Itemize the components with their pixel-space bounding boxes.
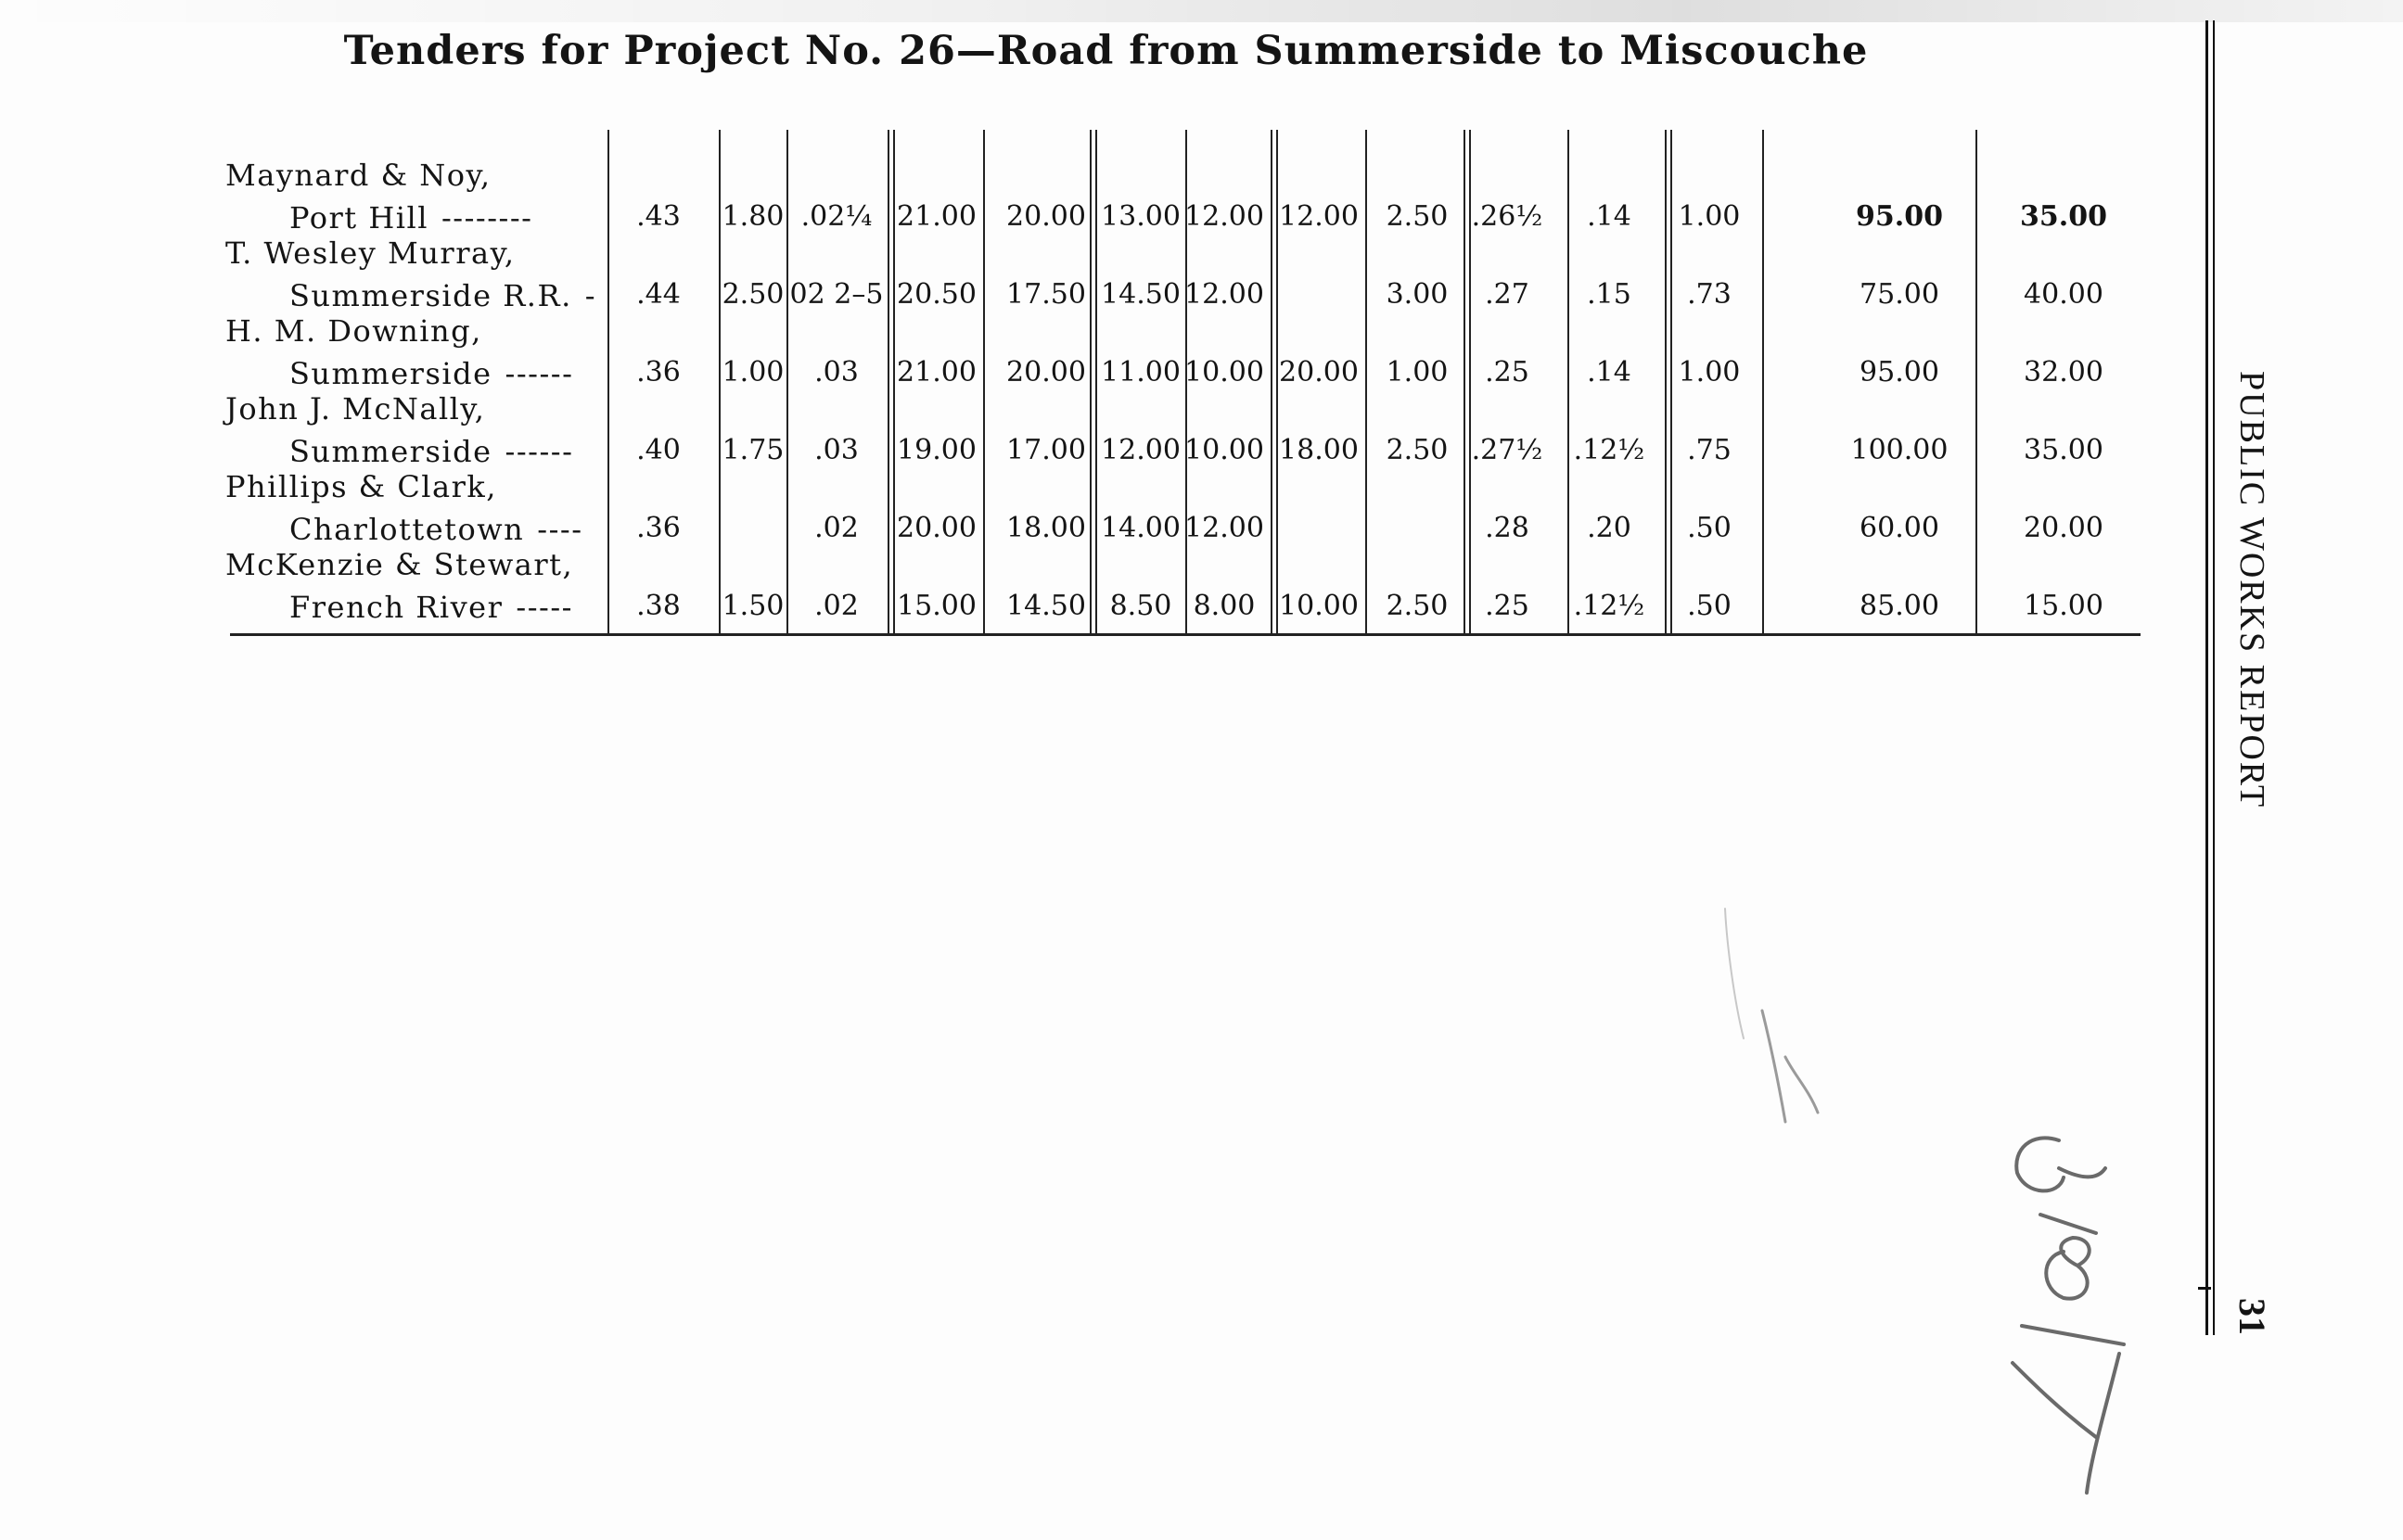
scan-shading — [0, 0, 2403, 22]
table-cell: 20.00 — [1279, 356, 1359, 388]
running-head: PUBLIC WORKS REPORT — [2232, 371, 2271, 809]
tenderer-name: T. Wesley Murray, — [225, 235, 516, 271]
table-cell: 20.00 — [897, 512, 977, 544]
table-cell: .03 — [814, 356, 859, 388]
table-cell: 15.00 — [2024, 590, 2103, 622]
table-cell: 15.00 — [897, 590, 977, 622]
table-cell: .20 — [1587, 512, 1631, 544]
tenderer-name: McKenzie & Stewart, — [225, 547, 574, 582]
place-text: Summerside — [289, 356, 492, 391]
table-cell: 18.00 — [1279, 434, 1359, 466]
tenderer-place — [289, 278, 596, 313]
table-cell: 3.00 — [1386, 278, 1449, 311]
table-cell: 1.00 — [1678, 356, 1741, 388]
table-cell: .36 — [636, 512, 681, 544]
tenderer-name: H. M. Downing, — [225, 313, 482, 349]
margin-rule-tick — [2198, 1287, 2211, 1290]
table-cell: 12.00 — [1279, 200, 1359, 233]
table-cell: 19.00 — [897, 434, 977, 466]
table-cell: 20.00 — [1006, 200, 1086, 233]
table-cell: .02 — [814, 590, 859, 622]
table-cell: 21.00 — [897, 200, 977, 233]
table-cell: 12.00 — [1184, 512, 1264, 544]
table-cell: 85.00 — [1860, 590, 1939, 622]
table-cell: .27 — [1485, 278, 1529, 311]
table-cell: .27½ — [1471, 434, 1543, 466]
margin-rule-outer — [2205, 20, 2208, 1335]
place-text: French River — [289, 590, 504, 625]
table-cell: .25 — [1485, 356, 1529, 388]
table-cell: 17.00 — [1006, 434, 1086, 466]
table-cell: .38 — [636, 590, 681, 622]
margin-rule-inner — [2213, 20, 2215, 1335]
table-cell: 1.00 — [1678, 200, 1741, 233]
table-cell: 95.00 — [1856, 200, 1943, 233]
tenderer-place — [289, 200, 532, 235]
table-cell: .15 — [1587, 278, 1631, 311]
table-cell: .02 — [814, 512, 859, 544]
page-number: 31 — [2231, 1298, 2273, 1335]
table-cell: 20.00 — [2024, 512, 2103, 544]
table-cell: .14 — [1587, 356, 1631, 388]
table-cell: 20.00 — [1006, 356, 1086, 388]
leader-dots: ----- — [516, 590, 573, 625]
table-cell: 1.50 — [722, 590, 785, 622]
table-cell: 40.00 — [2024, 278, 2103, 311]
table-cell: 1.75 — [722, 434, 785, 466]
table-cell: 02 2–5 — [789, 278, 884, 311]
table-cell: 17.50 — [1006, 278, 1086, 311]
table-cell: 10.00 — [1279, 590, 1359, 622]
table-cell: 14.50 — [1006, 590, 1086, 622]
table-cell: 8.50 — [1109, 590, 1172, 622]
tenderer-name: Maynard & Noy, — [225, 158, 492, 193]
table-cell: 12.00 — [1101, 434, 1181, 466]
table-cell: .12½ — [1573, 590, 1645, 622]
table-cell: 8.00 — [1193, 590, 1256, 622]
table-cell: .26½ — [1471, 200, 1543, 233]
place-text: Summerside R.R. — [289, 278, 572, 313]
table-cell: 18.00 — [1006, 512, 1086, 544]
place-text: Port Hill — [289, 200, 428, 235]
table-cell: 20.50 — [897, 278, 977, 311]
table-title: Tenders for Project No. 26—Road from Summerside to Miscouche — [343, 28, 1869, 74]
tenderer-name: John J. McNally, — [225, 391, 486, 426]
table-cell: 1.80 — [722, 200, 785, 233]
table-cell: 2.50 — [1386, 434, 1449, 466]
handwritten-mark — [1706, 890, 2133, 1502]
tenderer-place — [289, 434, 573, 469]
tenderer-place — [289, 356, 573, 391]
table-cell: 12.00 — [1184, 278, 1264, 311]
table-cell: 35.00 — [2024, 434, 2103, 466]
table-cell: .12½ — [1573, 434, 1645, 466]
tenderer-place — [289, 590, 573, 625]
table-cell: 2.50 — [1386, 590, 1449, 622]
table-cell: 75.00 — [1860, 278, 1939, 311]
table-cell: 95.00 — [1860, 356, 1939, 388]
table-cell: .73 — [1687, 278, 1732, 311]
table-cell: .28 — [1485, 512, 1529, 544]
table-cell: .44 — [636, 278, 681, 311]
table-cell: .25 — [1485, 590, 1529, 622]
table-cell: .03 — [814, 434, 859, 466]
table-bottom-rule — [230, 633, 2141, 636]
table-cell: .50 — [1687, 512, 1732, 544]
table-cell: 1.00 — [1386, 356, 1449, 388]
table-cell: 14.50 — [1101, 278, 1181, 311]
table-cell: .02¼ — [800, 200, 873, 233]
table-cell: .40 — [636, 434, 681, 466]
table-cell: .50 — [1687, 590, 1732, 622]
table-cell: 1.00 — [722, 356, 785, 388]
table-cell: 14.00 — [1101, 512, 1181, 544]
leader-dots: -------- — [441, 200, 533, 235]
table-cell: 60.00 — [1860, 512, 1939, 544]
tenderer-name: Phillips & Clark, — [225, 469, 497, 504]
table-cell: 32.00 — [2024, 356, 2103, 388]
table-cell: 10.00 — [1184, 434, 1264, 466]
table-cell: 2.50 — [1386, 200, 1449, 233]
place-text: Charlottetown — [289, 512, 525, 547]
table-cell: 12.00 — [1184, 200, 1264, 233]
table-cell: .36 — [636, 356, 681, 388]
table-cell: .14 — [1587, 200, 1631, 233]
table-cell: 21.00 — [897, 356, 977, 388]
leader-dots: ---- — [537, 512, 583, 547]
table-cell: .43 — [636, 200, 681, 233]
table-cell: 2.50 — [722, 278, 785, 311]
column-rule — [1975, 130, 1977, 633]
table-cell: .75 — [1687, 434, 1732, 466]
table-cell: 13.00 — [1101, 200, 1181, 233]
tenderer-place — [289, 512, 583, 547]
table-cell: 35.00 — [2020, 200, 2107, 233]
table-cell: 100.00 — [1850, 434, 1949, 466]
table-cell: 11.00 — [1101, 356, 1181, 388]
place-text: Summerside — [289, 434, 492, 469]
leader-dots: - — [584, 278, 597, 313]
leader-dots: ------ — [505, 434, 574, 469]
table-cell: 10.00 — [1184, 356, 1264, 388]
leader-dots: ------ — [505, 356, 574, 391]
